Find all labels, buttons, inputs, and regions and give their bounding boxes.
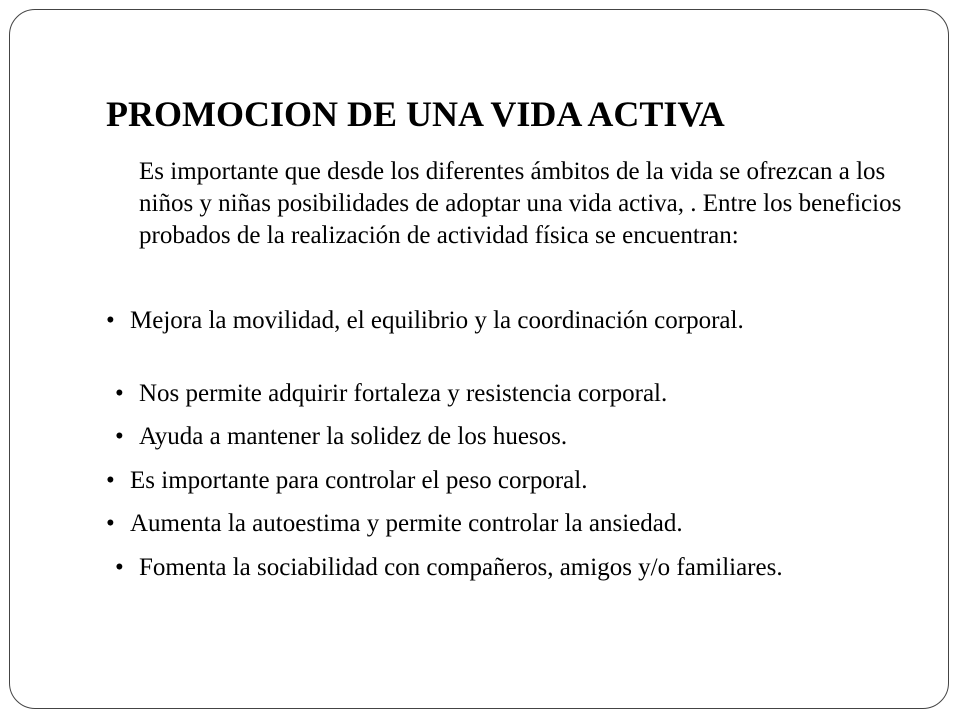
list-item bbox=[115, 378, 935, 410]
list-item-text: Fomenta la sociabilidad con compañeros, amigos y/o familiares. bbox=[139, 554, 783, 581]
bullet-icon: • bbox=[106, 467, 115, 494]
list-item-text: Mejora la movilidad, el equilibrio y la coordinación corporal. bbox=[130, 307, 744, 334]
bullet-icon: • bbox=[115, 423, 124, 450]
list-item-text: Ayuda a mantener la solidez de los huesos. bbox=[139, 423, 568, 450]
list-item bbox=[106, 305, 826, 337]
list-item bbox=[106, 465, 926, 497]
bullet-icon: • bbox=[106, 307, 115, 334]
intro-paragraph: Es importante que desde los diferentes ámbitos de la vida se ofrezcan a los niños y niñas posibilidades de adoptar una vida activa, . Entre los beneficios probados de la realización de actividad física se encuentran: bbox=[139, 158, 902, 249]
list-item-text: Nos permite adquirir fortaleza y resistencia corporal. bbox=[139, 380, 668, 407]
list-item bbox=[106, 508, 926, 540]
list-item bbox=[115, 552, 835, 584]
list-item-text: Aumenta la autoestima y permite controlar la ansiedad. bbox=[130, 510, 683, 537]
bullet-icon: • bbox=[115, 380, 124, 407]
bullet-icon: • bbox=[115, 554, 124, 581]
slide-title: PROMOCION DE UNA VIDA ACTIVA bbox=[106, 94, 725, 134]
bullet-icon: • bbox=[106, 510, 115, 537]
list-item-text: Es importante para controlar el peso corporal. bbox=[130, 467, 588, 494]
list-item bbox=[115, 421, 935, 453]
